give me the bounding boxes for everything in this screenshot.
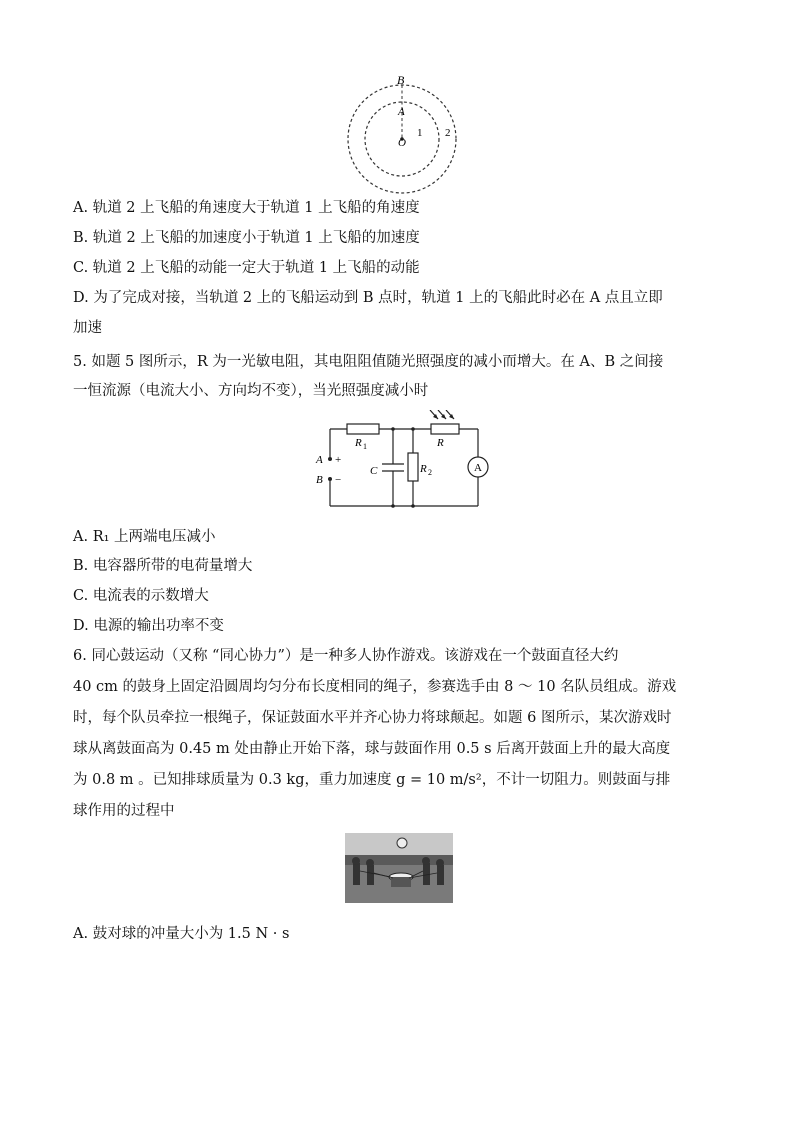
q4-option-c: C. 轨道 2 上飞船的动能一定大于轨道 1 上飞船的动能 xyxy=(73,260,420,276)
ammeter-label: A xyxy=(474,462,482,474)
q5-option-a: A. R₁ 上两端电压减小 xyxy=(73,529,216,545)
label-c: C xyxy=(370,465,378,477)
orbit-label-1: 1 xyxy=(417,127,423,139)
q5-stem-line1: 5. 如题 5 图所示，R 为一光敏电阻，其电阻阻值随光照强度的减小而增大。在 A、B 之间接 xyxy=(73,354,664,370)
q5-option-d: D. 电源的输出功率不变 xyxy=(73,618,224,634)
circuit-diagram xyxy=(313,410,498,515)
q6-stem-line6: 球作用的过程中 xyxy=(73,803,175,819)
drum-game-photo xyxy=(345,833,453,903)
label-r2-sub: 2 xyxy=(428,468,432,477)
q4-option-d-line2: 加速 xyxy=(73,320,102,336)
q4-option-a: A. 轨道 2 上飞船的角速度大于轨道 1 上飞船的角速度 xyxy=(73,200,420,216)
terminal-plus: + xyxy=(335,454,342,466)
q6-stem-line5: 为 0.8 m 。已知排球质量为 0.3 kg，重力加速度 g = 10 m/s²，不计一切阻力。则鼓面与排 xyxy=(73,772,671,788)
orbit-label-2: 2 xyxy=(445,127,451,139)
q5-option-b: B. 电容器所带的电荷量增大 xyxy=(73,558,253,574)
label-r2: R xyxy=(420,463,427,475)
terminal-minus: − xyxy=(335,474,342,486)
q5-stem-line2: 一恒流源（电流大小、方向均不变），当光照强度减小时 xyxy=(73,383,429,399)
q4-option-d-line1: D. 为了完成对接，当轨道 2 上的飞船运动到 B 点时，轨道 1 上的飞船此时必在 A 点且立即 xyxy=(73,290,663,306)
label-r: R xyxy=(437,437,444,449)
q4-option-b: B. 轨道 2 上飞船的加速度小于轨道 1 上飞船的加速度 xyxy=(73,230,420,246)
q6-stem-line2: 40 cm 的鼓身上固定沿圆周均匀分布长度相同的绳子，参赛选手由 8 ～ 10 名队员组成。游戏 xyxy=(73,679,677,695)
orbit-label-o: O xyxy=(398,137,406,149)
q6-stem-line3: 时，每个队员牵拉一根绳子，保证鼓面水平并齐心协力将球颠起。如题 6 图所示，某次游戏时 xyxy=(73,710,672,726)
q6-option-a: A. 鼓对球的冲量大小为 1.5 N · s xyxy=(73,926,290,942)
terminal-a-label: A xyxy=(316,454,323,466)
orbit-figure xyxy=(335,72,465,197)
orbit-label-b: B xyxy=(397,73,405,87)
orbit-label-a: A xyxy=(398,106,405,118)
label-r1: R xyxy=(355,437,362,449)
label-r1-sub: 1 xyxy=(363,442,367,451)
terminal-b-label: B xyxy=(316,474,323,486)
q6-stem-line1: 6. 同心鼓运动（又称 “同心协力”）是一种多人协作游戏。该游戏在一个鼓面直径大约 xyxy=(73,648,619,664)
q5-option-c: C. 电流表的示数增大 xyxy=(73,588,209,604)
q6-stem-line4: 球从离鼓面高为 0.45 m 处由静止开始下落，球与鼓面作用 0.5 s 后离开鼓面上升的最大高度 xyxy=(73,741,671,757)
